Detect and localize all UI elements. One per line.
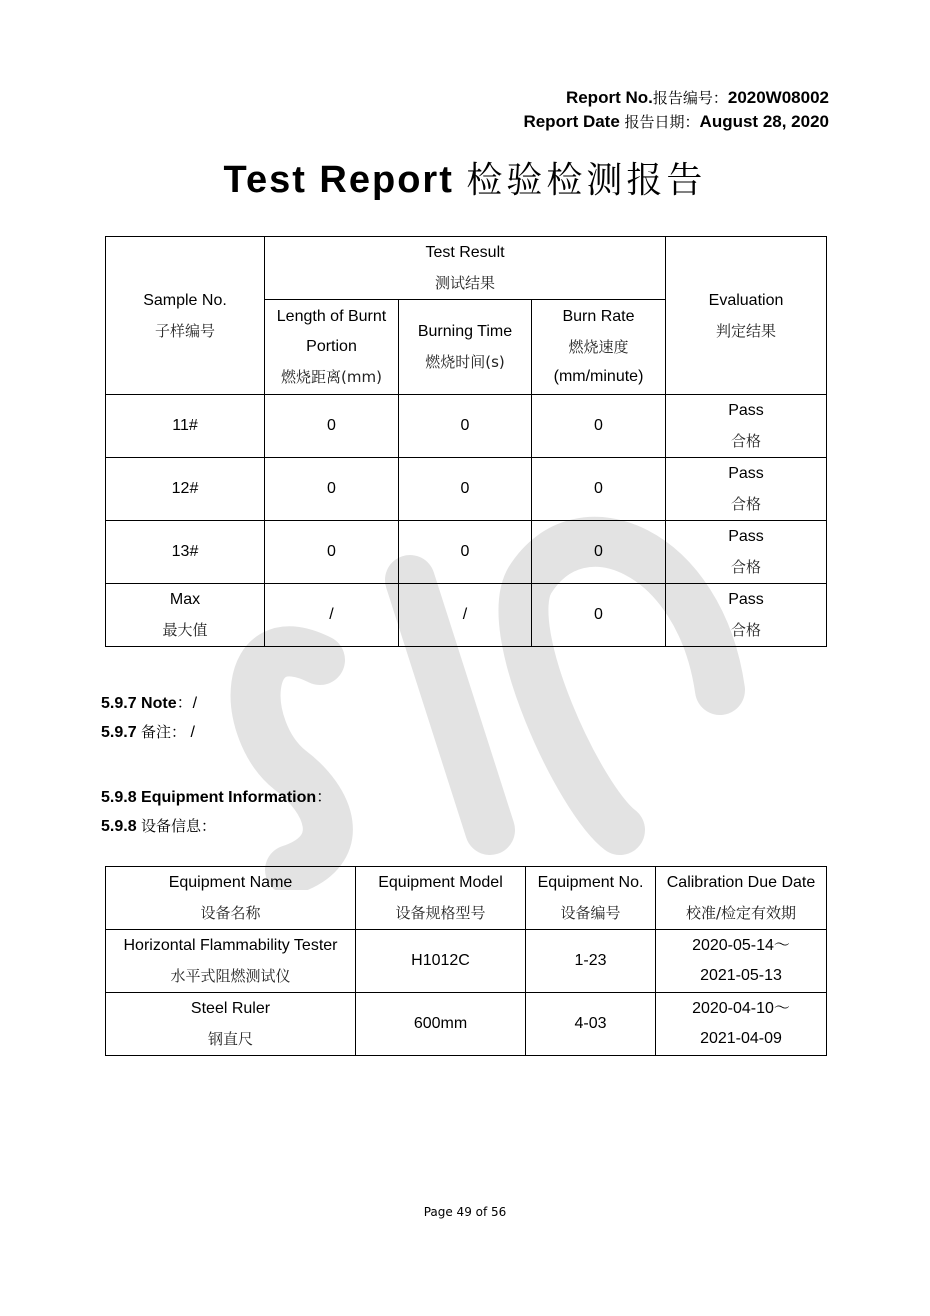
title-cn: 检验检测报告: [466, 160, 707, 201]
header-length-burnt: Length of Burnt Portion 燃烧距离(mm): [265, 300, 399, 395]
table-row: [106, 458, 827, 521]
sample-no-cell: 13#: [106, 521, 265, 584]
rate-cell: 0: [532, 395, 666, 458]
page-title: [0, 152, 930, 203]
table-row: [106, 993, 827, 1056]
equipment-model-cell: 600mm: [356, 993, 526, 1056]
report-date-label: Report Date: [523, 112, 625, 131]
header-equipment-model: Equipment Model 设备规格型号: [356, 867, 526, 930]
report-no-value: 2020W08002: [727, 88, 829, 107]
time-cell: 0: [399, 521, 532, 584]
report-no-label-cn: 报告编号：: [652, 89, 728, 107]
rate-cell: 0: [532, 521, 666, 584]
equipment-model-cell: H1012C: [356, 930, 526, 993]
header-sample-no: Sample No. 子样编号: [106, 237, 265, 395]
equipment-table: [105, 866, 827, 1056]
header-equipment-name: Equipment Name 设备名称: [106, 867, 356, 930]
report-number-line: [566, 86, 829, 110]
sample-no-cell: Max 最大值: [106, 584, 265, 647]
table-row: [106, 930, 827, 993]
table-row: [106, 395, 827, 458]
page-number: Page 49 of 56: [423, 1205, 507, 1219]
evaluation-cell: Pass 合格: [666, 584, 827, 647]
note-en: 5.9.7 Note：/: [101, 695, 198, 712]
report-date-value: August 28, 2020: [699, 112, 829, 131]
equipment-heading-en: 5.9.8 Equipment Information：: [101, 789, 333, 806]
report-date-label-cn: 报告日期：: [624, 113, 700, 131]
test-results-table: [105, 236, 827, 647]
time-cell: 0: [399, 395, 532, 458]
header-test-result: Test Result 测试结果: [265, 237, 666, 300]
rate-cell: 0: [532, 458, 666, 521]
length-cell: 0: [265, 395, 399, 458]
header-calibration-date: Calibration Due Date 校准/检定有效期: [656, 867, 827, 930]
equipment-heading-cn: 5.9.8 设备信息：: [101, 817, 217, 835]
rate-cell: 0: [532, 584, 666, 647]
calibration-cell: 2020-04-10～ 2021-04-09: [656, 993, 827, 1056]
equipment-name-cell: Horizontal Flammability Tester 水平式阻燃测试仪: [106, 930, 356, 993]
equipment-name-cell: Steel Ruler 钢直尺: [106, 993, 356, 1056]
length-cell: 0: [265, 458, 399, 521]
time-cell: 0: [399, 458, 532, 521]
equipment-no-cell: 1-23: [526, 930, 656, 993]
header-burn-rate: Burn Rate 燃烧速度 (mm/minute): [532, 300, 666, 395]
sample-no-cell: 12#: [106, 458, 265, 521]
header-evaluation: Evaluation 判定结果: [666, 237, 827, 395]
evaluation-cell: Pass 合格: [666, 458, 827, 521]
title-en: Test Report: [223, 159, 467, 201]
table-row: [106, 584, 827, 647]
table-row: [106, 521, 827, 584]
header-burning-time: Burning Time 燃烧时间(s): [399, 300, 532, 395]
note-cn: 5.9.7 备注： /: [101, 723, 195, 741]
length-cell: /: [265, 584, 399, 647]
length-cell: 0: [265, 521, 399, 584]
time-cell: /: [399, 584, 532, 647]
report-date-line: [523, 110, 829, 134]
equipment-no-cell: 4-03: [526, 993, 656, 1056]
report-no-label: Report No.: [565, 88, 653, 107]
calibration-cell: 2020-05-14～ 2021-05-13: [656, 930, 827, 993]
sample-no-cell: 11#: [106, 395, 265, 458]
evaluation-cell: Pass 合格: [666, 395, 827, 458]
evaluation-cell: Pass 合格: [666, 521, 827, 584]
header-equipment-no: Equipment No. 设备编号: [526, 867, 656, 930]
